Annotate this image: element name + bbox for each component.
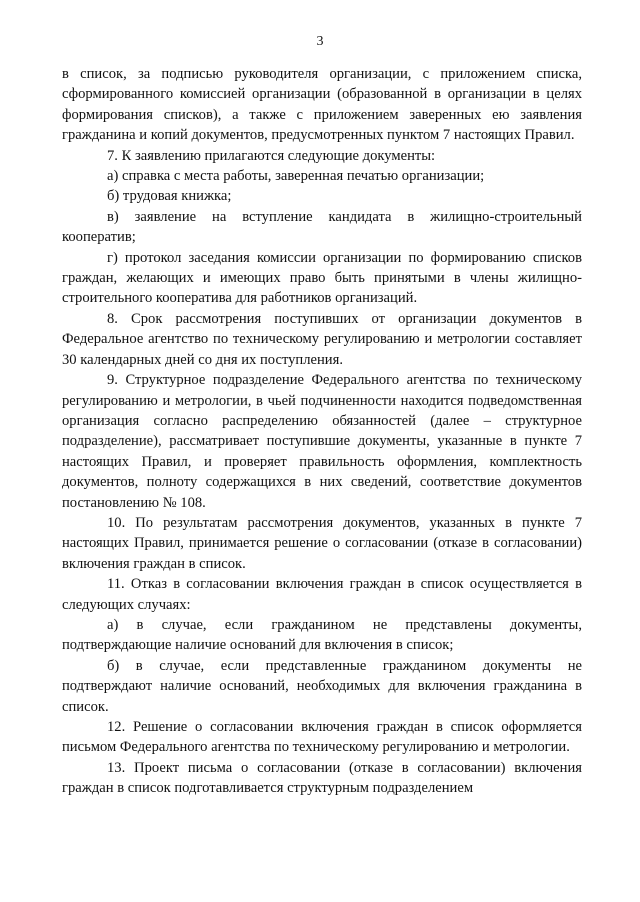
clause-11-item-a: а) в случае, если гражданином не представлены документы, подтверждающие наличие оснований для включения в список; — [62, 616, 582, 654]
clause-7: 7. К заявлению прилагаются следующие документы: — [107, 147, 436, 164]
clause-7-item-v: в) заявление на вступление кандидата в жилищно-строительный кооператив; — [62, 208, 582, 246]
clause-11: 11. Отказ в согласовании включения граждан в список осуществляется в следующих случаях: — [62, 576, 582, 613]
clause-11-item-b: б) в случае, если представленные гражданином документы не подтверждают наличие оснований, необходимых для включения гражданина в список. — [62, 657, 582, 715]
clause-13: 13. Проект письма о согласовании (отказе в согласовании) включения граждан в список подготавливается структурным подразделением — [62, 759, 582, 797]
clause-8: 8. Срок рассмотрения поступивших от организации документов в Федеральное агентство по техническому регулированию и метрологии составляет 30 календарных дней со дня их поступления. — [62, 310, 582, 368]
clause-7-item-b: б) трудовая книжка; — [107, 188, 232, 205]
clause-10: 10. По результатам рассмотрения документов, указанных в пункте 7 настоящих Правил, принимается решение о согласовании (отказе в согласовании) включения граждан в список. — [62, 514, 582, 572]
clause-7-item-a: а) справка с места работы, заверенная печатью организации; — [107, 168, 485, 185]
paragraph-continuation: в список, за подписью руководителя организации, с приложением списка, сформированного комиссией организации (образованной в организации в целях формирования списков), а также с приложением заверенных ею заявления гражданина и копий документов, предусмотренных пунктом 7 настоящих Правил. — [62, 66, 582, 144]
page-number: 3 — [316, 34, 324, 49]
clause-7-item-g: г) протокол заседания комиссии организации по формированию списков граждан, желающих и имеющих право быть принятыми в члены жилищно-строительного кооператива для работников организаций. — [62, 249, 582, 307]
document-body — [62, 64, 582, 799]
clause-12: 12. Решение о согласовании включения граждан в список оформляется письмом Федерального агентства по техническому регулированию и метрологии. — [62, 719, 582, 756]
clause-9: 9. Структурное подразделение Федерального агентства по техническому регулированию и метрологии, в чьей подчиненности находится подведомственная организация согласно распределению обязанностей (далее – структурное подразделение), рассматривает поступившие документы, указанные в пункте 7 настоящих Правил, и проверяет правильность оформления, комплектность документов, полноту содержащихся в них сведений, соответствие документов постановлению № 108. — [62, 372, 582, 511]
